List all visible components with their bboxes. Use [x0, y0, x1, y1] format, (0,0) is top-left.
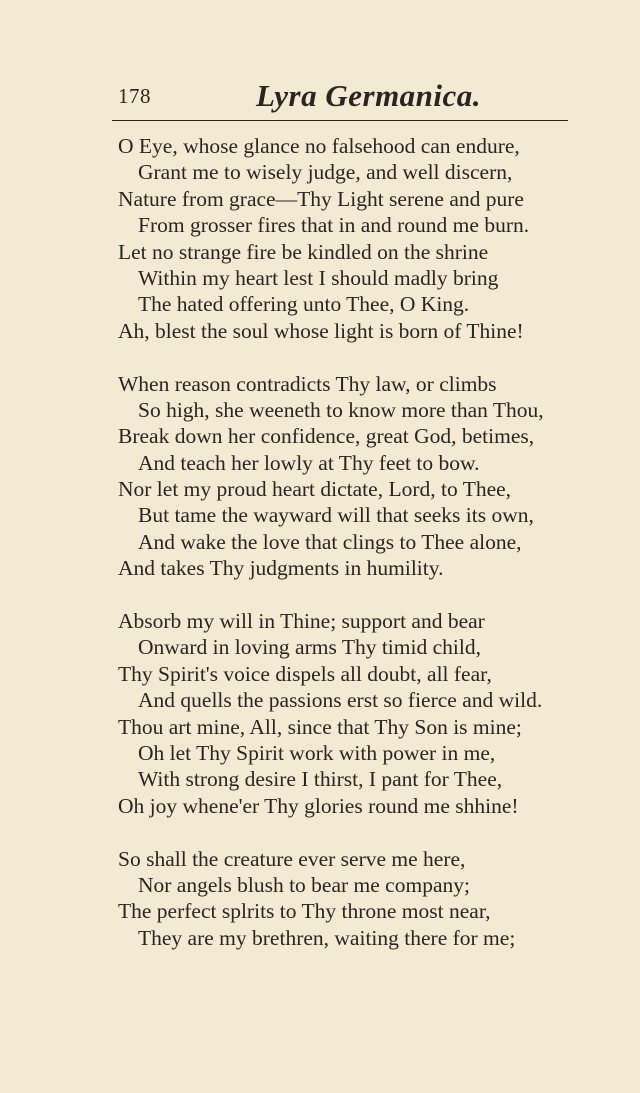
verse-line: The perfect splrits to Thy throne most near,	[118, 899, 491, 924]
verse-line: Thou art mine, All, since that Thy Son is mine;	[118, 714, 522, 739]
stanza	[118, 371, 568, 582]
poem-text	[118, 133, 568, 951]
verse-line: O Eye, whose glance no falsehood can endure,	[118, 134, 520, 158]
verse-line: So high, she weeneth to know more than Thou,	[138, 397, 544, 422]
verse-line: Break down her confidence, great God, betimes,	[118, 424, 535, 449]
verse-line: Absorb my will in Thine; support and bear	[118, 609, 485, 634]
page-header	[118, 78, 568, 120]
verse-line: So shall the creature ever serve me here,	[118, 846, 466, 871]
verse-line: And takes Thy judgments in humility.	[118, 556, 444, 581]
stanza	[118, 608, 568, 819]
page-number: 178	[118, 84, 151, 108]
verse-line: And teach her lowly at Thy feet to bow.	[138, 450, 480, 475]
verse-line: With strong desire I thirst, I pant for Thee,	[138, 767, 503, 792]
verse-line: Ah, blest the soul whose light is born of Thine!	[118, 318, 524, 343]
verse-line: And wake the love that clings to Thee alone,	[138, 529, 522, 554]
running-title: Lyra Germanica.	[256, 78, 482, 113]
verse-line: Nature from grace—Thy Light serene and pure	[118, 186, 524, 211]
header-rule	[112, 120, 568, 121]
verse-line: Oh joy whene'er Thy glories round me shhine!	[118, 793, 519, 818]
verse-line: Within my heart lest I should madly bring	[138, 265, 499, 290]
verse-line: Oh let Thy Spirit work with power in me,	[138, 740, 496, 765]
verse-line: Onward in loving arms Thy timid child,	[138, 635, 481, 660]
verse-line: And quells the passions erst so fierce and wild.	[138, 688, 543, 713]
verse-line: Nor let my proud heart dictate, Lord, to Thee,	[118, 477, 512, 502]
verse-line: When reason contradicts Thy law, or climbs	[118, 371, 497, 396]
verse-line: They are my brethren, waiting there for me;	[138, 925, 516, 950]
verse-line: Nor angels blush to bear me company;	[138, 872, 470, 897]
verse-line: Let no strange fire be kindled on the shrine	[118, 239, 489, 264]
verse-line: The hated offering unto Thee, O King.	[138, 292, 470, 317]
stanza	[118, 846, 568, 952]
verse-line: Grant me to wisely judge, and well discern,	[138, 160, 513, 185]
verse-line: But tame the wayward will that seeks its own,	[138, 503, 534, 528]
stanza	[118, 133, 568, 344]
verse-line: Thy Spirit's voice dispels all doubt, all fear,	[118, 661, 492, 686]
verse-line: From grosser fires that in and round me burn.	[138, 213, 530, 238]
